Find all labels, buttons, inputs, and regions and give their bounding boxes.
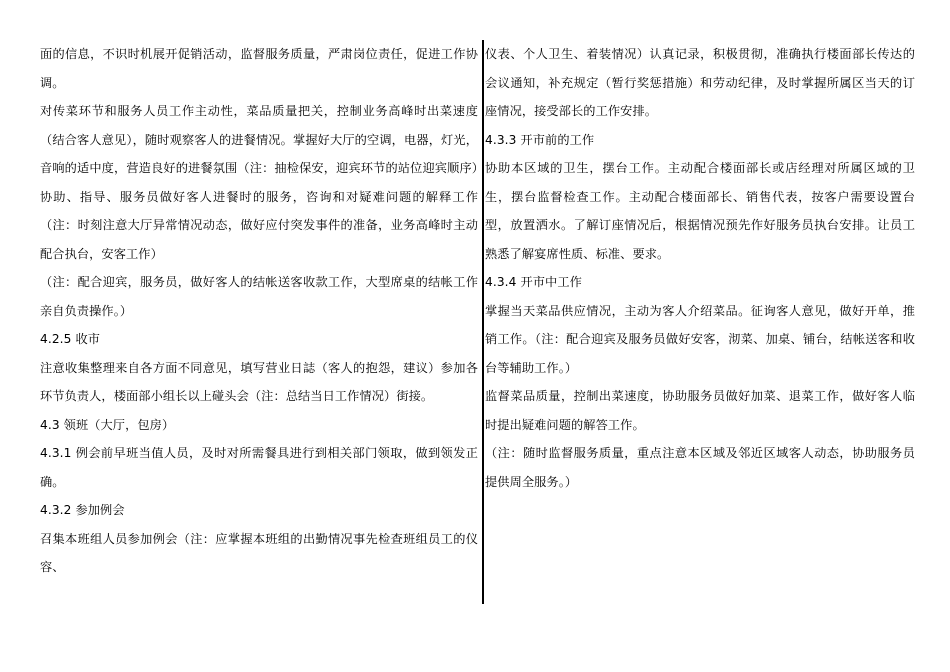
paragraph: 对传菜环节和服务人员工作主动性，菜品质量把关，控制业务高峰时出菜速度（结合客人意见），随时观察客人的进餐情况。掌握好大厅的空调，电器，灯光，音响的适中度，营造良好的进餐氛围（注：抽检保安，迎宾环节的站位迎宾顺序）协助、指导、服务员做好客人进餐时的服务，咨询和对疑难问题的解释工作（注：时刻注意大厅异常情况动态，做好应付突发事件的准备，业务高峰时主动配合执台，安客工作） xyxy=(40,104,478,261)
left-column xyxy=(40,40,478,582)
column-divider xyxy=(482,40,484,604)
paragraph: （注：配合迎宾，服务员，做好客人的结帐送客收款工作，大型席桌的结帐工作亲自负责操作。） xyxy=(40,275,478,318)
right-column xyxy=(485,40,915,496)
section-heading: 4.3.4 开市中工作 xyxy=(485,275,582,289)
section-heading: 4.3 领班（大厅，包房） xyxy=(40,417,175,432)
section-heading: 4.3.2 参加例会 xyxy=(40,503,125,517)
paragraph: 掌握当天菜品供应情况，主动为客人介绍菜品。征询客人意见，做好开单，推销工作。（注：配合迎宾及服务员做好安客，沏菜、加桌、铺台，结帐送客和收台等辅助工作。） xyxy=(485,303,915,375)
paragraph: 监督菜品质量，控制出菜速度，协助服务员做好加菜、退菜工作，做好客人临时提出疑难问题的解答工作。 xyxy=(485,389,915,432)
paragraph: （注：随时监督服务质量，重点注意本区域及邻近区域客人动态，协助服务员提供周全服务。） xyxy=(485,446,915,489)
section-heading: 4.3.3 开市前的工作 xyxy=(485,132,595,147)
paragraph: 注意收集整理来自各方面不同意见，填写营业日誌（客人的抱怨，建议）参加各环节负责人，楼面部小组长以上碰头会（注：总结当日工作情况）街接。 xyxy=(40,360,478,403)
paragraph: 4.3.1 例会前早班当值人员，及时对所需餐具进行到相关部门领取，做到领发正确。 xyxy=(40,446,478,489)
paragraph: 面的信息，不识时机展开促销活动，监督服务质量，严肃岗位责任，促进工作协调。 xyxy=(40,47,478,90)
section-heading: 4.2.5 收市 xyxy=(40,332,101,346)
paragraph: 仪表、个人卫生、着装情况）认真记录，积极贯彻，准确执行楼面部长传达的会议通知，补充规定（暂行奖惩措施）和劳动纪律，及时掌握所属区当天的订座情况，接受部长的工作安排。 xyxy=(485,47,915,118)
paragraph: 召集本班组人员参加例会（注：应掌握本班组的出勤情况事先检查班组员工的仪容、 xyxy=(40,531,478,574)
paragraph: 协助本区域的卫生，摆台工作。主动配合楼面部长或店经理对所属区域的卫生，摆台监督检查工作。主动配合楼面部长、销售代表，按客户需要设置台型，放置洒水。了解订座情况后，根据情况预先作好服务员执台安排。让员工熟悉了解宴席性质、标准、要求。 xyxy=(485,161,915,261)
